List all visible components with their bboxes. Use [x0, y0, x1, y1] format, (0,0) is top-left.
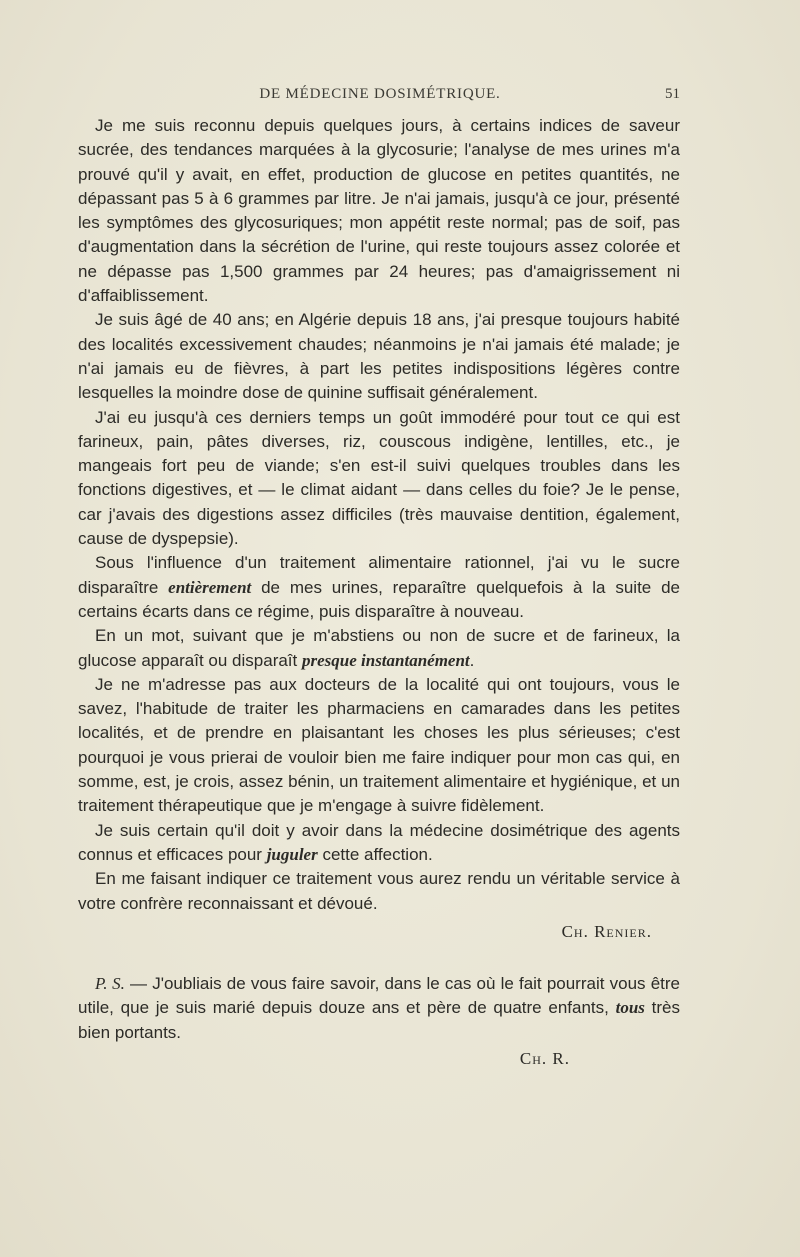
paragraph-7 [78, 819, 680, 868]
postscript-text-start: — J'oubliais de vous faire savoir, dans le cas où le fait pourrait vous être utile, que je suis marié depuis douze ans et père de quatre enfants, [78, 974, 680, 1018]
paragraph-8: En me faisant indiquer ce traitement vous aurez rendu un véritable service à votre confrère reconnaissant et dévoué. [78, 869, 680, 913]
paragraph-5-emphasis: presque instantanément [301, 650, 470, 670]
paragraph-5 [78, 624, 680, 673]
paragraph-4-text-start: Sous l'influence d'un traitement alimentaire rationnel, j'ai vu le sucre disparaître [78, 553, 680, 597]
postscript-signature: Ch. R. [519, 1048, 570, 1068]
paragraph-1: Je me suis reconnu depuis quelques jours, à certains indices de saveur sucrée, des tendances marquées à la glycosurie; l'analyse de mes urines m'a prouvé qu'il y avait, en effet, production de glucose en petites quantités, ne dépassant pas 5 à 6 grammes par litre. Je n'ai jamais, jusqu'à ce jour, présenté les symptômes des glycosuriques; mon appétit reste normal; pas de soif, pas d'augmentation dans la sécrétion de l'urine, qui reste toujours assez colorée et ne dépasse pas 1,500 grammes par 24 heures; pas d'amaigrissement ni d'affaiblissement. [78, 116, 680, 306]
paragraph-4-text-end: de mes urines, reparaître quelquefois à la suite de certains écarts dans ce régime, puis disparaître à nouveau. [78, 577, 680, 621]
paragraph-7-text-end: cette affection. [317, 844, 433, 864]
postscript-emphasis: tous [615, 998, 645, 1018]
paragraph-5-text-start: En un mot, suivant que je m'abstiens ou non de sucre et de farineux, la glucose apparaît ou disparaît [78, 626, 680, 670]
spacer [78, 944, 680, 972]
running-title: DE MÉDECINE DOSIMÉTRIQUE. [259, 86, 501, 102]
signature: Ch. Renier. [561, 921, 652, 941]
paragraph-5-text-end: . [469, 650, 475, 670]
running-header [80, 86, 680, 108]
postscript-text-end: très bien portants. [78, 998, 680, 1042]
paragraph-2: Je suis âgé de 40 ans; en Algérie depuis 18 ans, j'ai presque toujours habité des localités excessivement chaudes; néanmoins je n'ai jamais été malade; je n'ai jamais eu de fièvres, à part les petites indispositions légères contre lesquelles la moindre dose de quinine suffisait généralement. [78, 310, 680, 403]
paragraph-4-emphasis: entièrement [168, 577, 252, 597]
paragraph-7-emphasis: juguler [266, 844, 318, 864]
paragraph-7-text-start: Je suis certain qu'il doit y avoir dans la médecine dosimétrique des agents connus et efficaces pour [78, 820, 680, 864]
postscript-label: P. S. [95, 974, 125, 994]
paragraph-4 [78, 551, 680, 624]
letter-body [78, 114, 680, 1071]
paragraph-3: J'ai eu jusqu'à ces derniers temps un goût immodéré pour tout ce qui est farineux, pain, pâtes diverses, riz, couscous indigène, lentilles, etc., je mangeais fort peu de viande; s'en est-il suivi quelques troubles dans les fonctions digestives, et — le climat aidant — dans celles du foie? Je le pense, car j'avais des digestions assez difficiles (très mauvaise dentition, également, cause de dyspepsie). [78, 407, 680, 549]
postscript [78, 972, 680, 1045]
paragraph-6: Je ne m'adresse pas aux docteurs de la localité qui ont toujours, vous le savez, l'habitude de traiter les pharmaciens en camarades dans les petites localités, et de prendre en plaisantant les choses les plus sérieuses; c'est pourquoi je vous prierai de vouloir bien me faire indiquer pour mon cas qui, en somme, est, je crois, assez bénin, un traitement alimentaire et hygiénique, et un traitement thérapeutique que je m'engage à suivre fidèlement. [78, 674, 680, 816]
page-number: 51 [665, 86, 680, 102]
